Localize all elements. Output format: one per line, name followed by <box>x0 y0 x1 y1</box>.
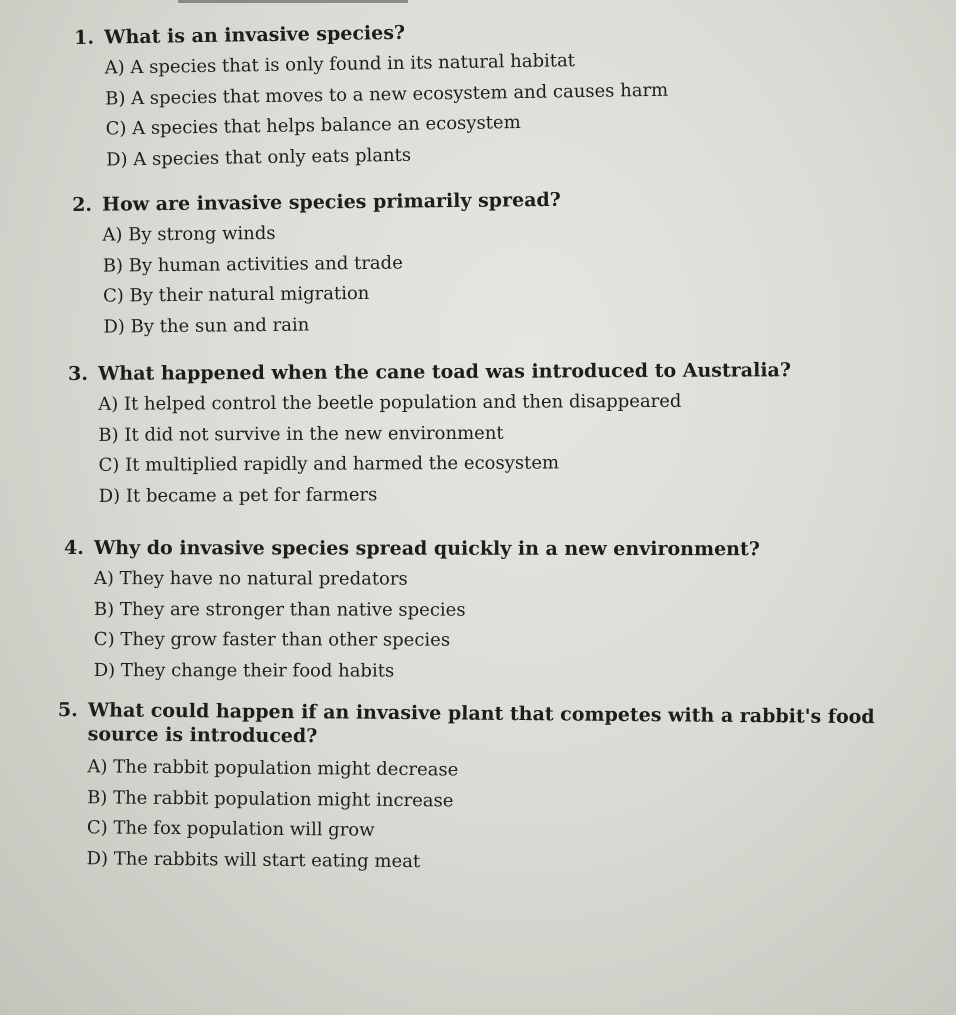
option-d: D) They change their food habits <box>93 659 395 682</box>
question-text: What is an invasive species? <box>104 21 406 49</box>
question-number: 1. <box>74 26 95 49</box>
option-b: B) The rabbit population might increase <box>87 786 454 811</box>
option-c: C) They grow faster than other species <box>93 629 451 651</box>
answer-options <box>64 564 944 688</box>
question-1 <box>74 12 956 176</box>
option-c: C) A species that helps balance an ecosystem <box>105 111 521 140</box>
question-3-prompt <box>68 357 948 386</box>
option-c: C) It multiplied rapidly and harmed the ecosystem <box>98 452 560 476</box>
question-text: What could happen if an invasive plant that competes with a rabbit's food source is introduced? <box>87 699 875 748</box>
question-5 <box>56 698 928 882</box>
question-text: How are invasive species primarily spread? <box>102 188 561 216</box>
answer-options <box>74 40 956 176</box>
question-number: 3. <box>68 362 88 385</box>
option-d: D) A species that only eats plants <box>105 144 412 171</box>
option-c: C) The fox population will grow <box>86 817 375 841</box>
option-a: A) It helped control the beetle population and then disappeared <box>98 390 682 415</box>
option-a: A) They have no natural predators <box>93 568 408 590</box>
question-number: 4. <box>63 537 84 560</box>
option-b: B) By human activities and trade <box>102 252 403 277</box>
question-text: Why do invasive species spread quickly in a new environment? <box>93 537 760 561</box>
answer-options <box>68 385 949 512</box>
option-b: B) It did not survive in the new environment <box>98 422 504 446</box>
question-number: 2. <box>72 193 93 216</box>
option-a: A) A species that is only found in its natural habitat <box>104 50 576 79</box>
option-a: A) The rabbit population might decrease <box>87 756 459 781</box>
option-d: D) The rabbits will start eating meat <box>86 847 421 872</box>
answer-options <box>72 212 953 343</box>
option-b: B) They are stronger than native species <box>93 598 466 621</box>
question-number: 5. <box>57 698 78 722</box>
option-d: D) It became a pet for farmers <box>98 483 378 507</box>
question-2-prompt <box>72 184 952 217</box>
question-3 <box>68 357 949 512</box>
question-5-prompt <box>58 698 928 754</box>
option-b: B) A species that moves to a new ecosystem and causes harm <box>104 79 669 110</box>
question-4 <box>64 536 944 688</box>
option-d: D) By the sun and rain <box>103 314 310 338</box>
question-text: What happened when the cane toad was introduced to Australia? <box>98 359 792 385</box>
answer-options <box>56 752 927 882</box>
question-4-prompt <box>64 536 944 562</box>
option-c: C) By their natural migration <box>102 282 370 307</box>
question-2 <box>72 184 954 343</box>
option-a: A) By strong winds <box>102 222 276 246</box>
